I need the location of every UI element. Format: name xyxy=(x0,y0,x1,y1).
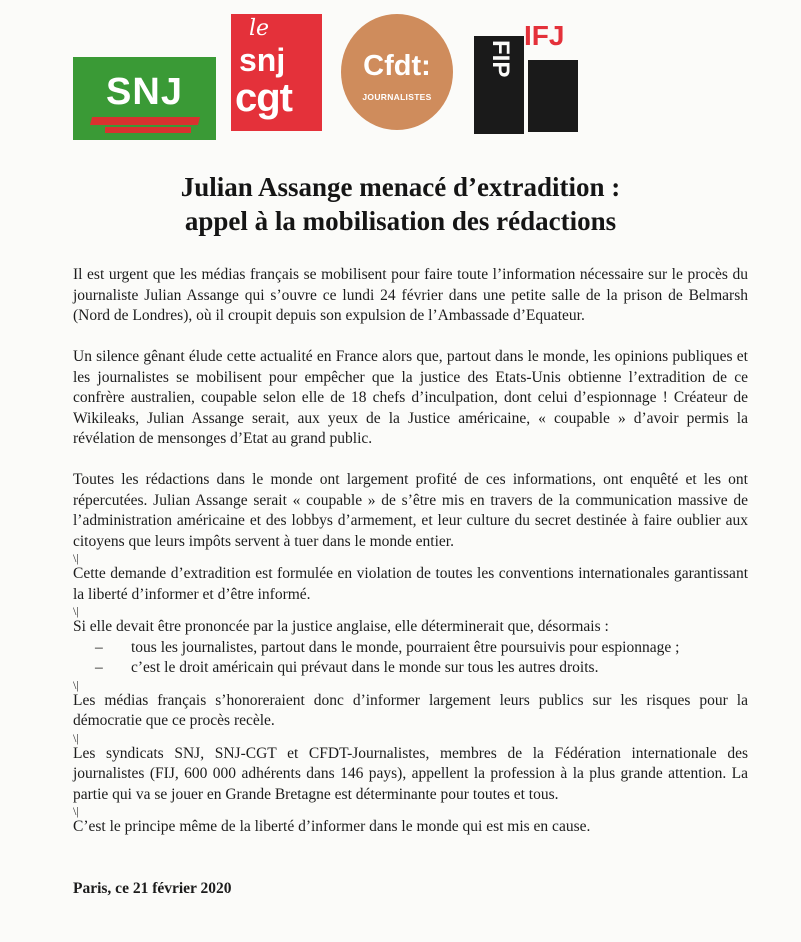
edit-mark: \| xyxy=(73,730,79,745)
bullet-item-1 xyxy=(95,638,748,659)
bullet-item-2 xyxy=(95,658,748,679)
fip-logo-text: FIP xyxy=(487,40,514,78)
page-title xyxy=(0,170,801,238)
title-line-2: appel à la mobilisation des rédactions xyxy=(184,206,617,236)
cfdt-logo-text: Cfdt: xyxy=(363,50,431,82)
paragraph-3: Toutes les rédactions dans le monde ont largement profité de ces informations, ont enquêté et les ont répercutées. Julian Assange serait « coupable » de s’être mis en travers de la communication massive de l’administration américaine et des lobbys d’armement, et leur culture du secret destinée à faire oublier aux citoyens que leurs impôts servent à tuer dans le monde entier. xyxy=(73,471,748,550)
bullet-text-2: c’est le droit américain qui prévaut dans le monde sur tous les autres droits. xyxy=(131,659,599,676)
edit-mark: \| xyxy=(73,804,79,818)
ifj-logo-block xyxy=(528,60,578,132)
snj-logo xyxy=(73,57,216,140)
paragraph-7: Les syndicats SNJ, SNJ-CGT et CFDT-Journalistes, membres de la Fédération internationale des journalistes (FIJ, 600 000 adhérents dans 146 pays), appellent la profession à la plus grande attention. La partie qui va se jouer en Grande Bretagne est déterminante pour toutes et tous. xyxy=(73,744,748,803)
logo-bar xyxy=(0,14,801,134)
snj-logo-stripe-2 xyxy=(105,127,191,133)
bullet-text-1: tous les journalistes, partout dans le monde, pourraient être poursuivis pour espionnage ; xyxy=(131,638,680,656)
paragraph-5: Si elle devait être prononcée par la justice anglaise, elle déterminerait que, désormais : xyxy=(73,618,609,635)
paragraph-1: Il est urgent que les médias français se mobilisent pour faire toute l’information nécessaire sur le procès du journaliste Julian Assange qui s’ouvre ce lundi 24 février dans une petite salle de la prison de Belmarsh (Nord de Londres), où il croupit depuis son expulsion de l’Ambassade d’Equateur. xyxy=(73,266,748,324)
cfdt-journalistes-logo xyxy=(341,14,453,130)
snj-cgt-logo-cgt: cgt xyxy=(235,76,292,120)
ifj-logo-text: IFJ xyxy=(524,20,565,51)
snj-logo-text: SNJ xyxy=(106,71,183,113)
bullet-dash: – xyxy=(95,638,103,656)
snj-cgt-logo-le: le xyxy=(249,16,270,41)
snj-cgt-logo xyxy=(231,14,322,131)
snj-cgt-logo-snj: snj xyxy=(239,42,286,78)
signature-date: Paris, ce 21 février 2020 xyxy=(73,879,232,897)
fip-logo-block xyxy=(474,36,524,134)
paragraph-8: C’est le principe même de la liberté d’informer dans le monde qui est mis en cause. xyxy=(73,818,591,835)
paragraph-2: Un silence gênant élude cette actualité en France alors que, partout dans le monde, les opinions publiques et les journalistes se mobilisent pour empêcher que la justice des Etats-Unis obtienne l’extradition de ce confrère australien, coupable selon elle de 18 chefs d’inculpation, dont celui d’espionnage ! Créateur de Wikileaks, Julian Assange serait, aux yeux de la Justice américaine, « coupable » d’avoir permis la révélation de mensonges d’Etat au grand public. xyxy=(73,348,748,447)
ifj-fip-logo xyxy=(474,18,580,136)
cfdt-logo-subtitle: JOURNALISTES xyxy=(362,92,432,102)
title-line-1: Julian Assange menacé d’extradition : xyxy=(180,172,621,202)
edit-mark: \| xyxy=(73,677,79,692)
document-body xyxy=(73,265,748,899)
edit-mark: \| xyxy=(73,604,79,618)
snj-logo-stripe xyxy=(90,117,200,125)
edit-mark: \| xyxy=(73,551,79,565)
paragraph-6: Les médias français s’honoreraient donc d’informer largement leurs publics sur les risques pour la démocratie que ce procès recèle. xyxy=(73,691,748,729)
paragraph-4: Cette demande d’extradition est formulée en violation de toutes les conventions internationales garantissant la liberté d’informer et d’être informé. xyxy=(73,565,748,603)
bullet-dash: – xyxy=(95,659,103,676)
